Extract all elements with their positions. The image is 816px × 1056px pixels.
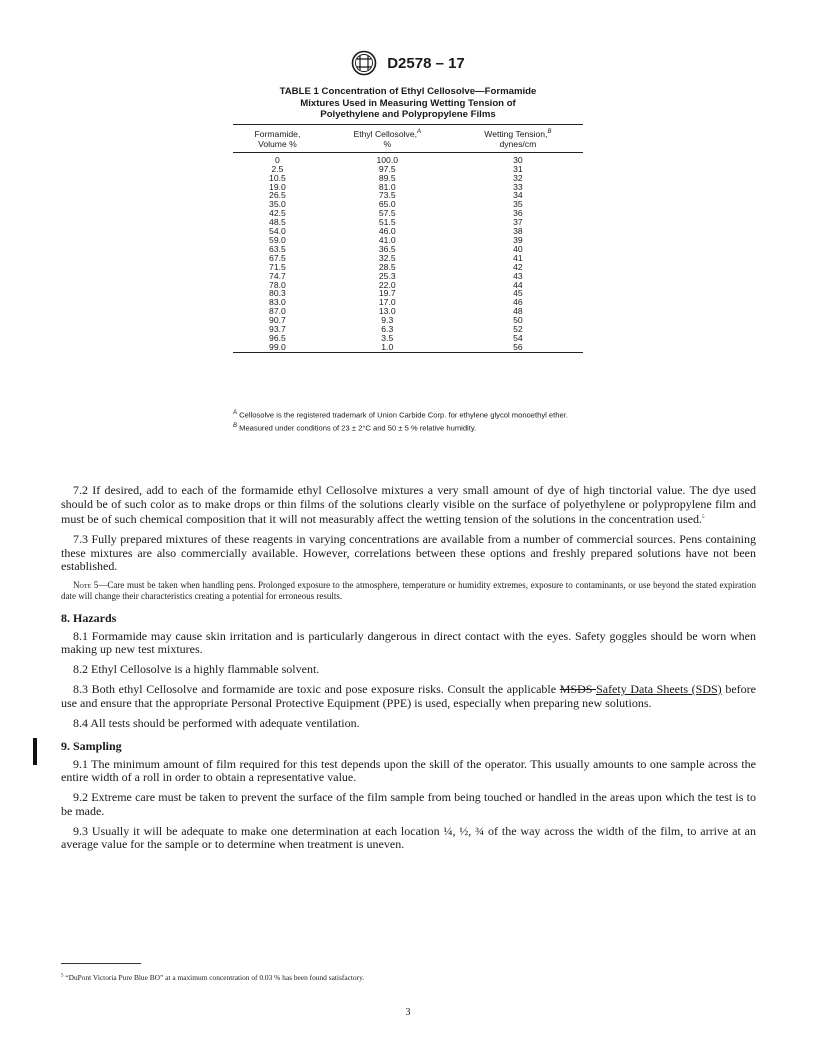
- table-cell: 41: [513, 252, 523, 263]
- table-cell: 97.5: [378, 163, 396, 174]
- paragraph-8-1: 8.1 Formamide may cause skin irritation and is particularly dangerous in direct contact with the eyes. Safety goggles should be worn when making up new test mixtures.: [61, 628, 756, 656]
- table-cell: 80.3: [269, 288, 286, 299]
- table-cell: 19.7: [378, 288, 396, 299]
- table-cell: 19.0: [269, 181, 286, 192]
- caption-line: TABLE 1 Concentration of Ethyl Cellosolve—Formamide: [279, 86, 537, 97]
- caption-line: Mixtures Used in Measuring Wetting Tension of: [300, 97, 516, 109]
- table-cell: 40: [513, 243, 523, 254]
- table-cell: 51.5: [378, 217, 396, 228]
- inserted-text: Safety Data Sheets (SDS): [596, 682, 722, 696]
- table-cell: 73.5: [378, 190, 396, 201]
- header-wetting-tension: Wetting Tension,$^B$ dynes/cm: [484, 128, 552, 150]
- table-cell: 36: [513, 208, 523, 219]
- paragraph-9-1: 9.1 The minimum amount of film required for this test depends upon the skill of the operator. This usually amounts to one sample across the entire width of a roll in order to obtain a representative value.: [61, 756, 756, 784]
- table-row: [233, 152, 583, 164]
- table-cell: 1.0: [381, 341, 394, 352]
- header-formamide: Formamide, Volume %: [254, 128, 301, 150]
- table-cell: 81.0: [378, 181, 396, 192]
- table-caption: [230, 86, 586, 121]
- table-cell: 48: [513, 306, 523, 317]
- table-cell: 54: [513, 332, 523, 343]
- footnote-rule: [61, 963, 141, 964]
- table-cell: 87.0: [269, 306, 286, 317]
- table-cell: 35.0: [269, 199, 286, 210]
- header-ethyl-cellosolve: Ethyl Cellosolve,$^A$ %: [353, 128, 422, 150]
- table-cell: 83.0: [269, 297, 286, 308]
- astm-logo-icon: [351, 50, 377, 76]
- table-note-a: $^A$ Cellosolve is the registered trademark of Union Carbide Corp. for ethylene glycol monoethyl ether.: [233, 410, 568, 420]
- table-cell: 3.5: [381, 332, 394, 343]
- table-cell: 10.5: [269, 172, 286, 183]
- table-cell: 42.5: [269, 208, 286, 219]
- table-cell: 26.5: [269, 190, 286, 201]
- table-cell: 33: [513, 181, 523, 192]
- table-cell: 65.0: [378, 199, 396, 210]
- table-cell: 67.5: [269, 252, 286, 263]
- table-cell: 32.5: [378, 252, 396, 263]
- table-row: [233, 343, 583, 352]
- table-cell: 44: [513, 279, 523, 290]
- table-cell: 48.5: [269, 217, 286, 228]
- table-cell: 31: [513, 163, 523, 174]
- table-cell: 46.0: [378, 226, 396, 237]
- paragraph-7-2: 7.2 If desired, add to each of the formamide ethyl Cellosolve mixtures a very small amount of dye of high tinctorial value. The dye used should be of such color as to make drops or thin films of the solutions clearly visible on the surface of polyethylene or polypropylene film and must be of such chemical composition that it will not measurably affect the wetting tension of the solutions in the concentration used.$^5$: [61, 483, 756, 526]
- table-cell: 43: [513, 270, 523, 281]
- table-cell: 30: [513, 154, 523, 165]
- caption-line: Polyethylene and Polypropylene Films: [320, 109, 496, 120]
- table-cell: 28.5: [378, 261, 396, 272]
- table-cell: 50: [513, 315, 523, 326]
- table-cell: 99.0: [269, 341, 286, 352]
- table-cell: 39: [513, 235, 523, 246]
- table-cell: 63.5: [269, 243, 286, 254]
- table-cell: 37: [513, 217, 523, 228]
- table-notes: [233, 408, 585, 433]
- paragraph-9-2: 9.2 Extreme care must be taken to prevent the surface of the film sample from being touched or handled in the areas upon which the test is to be made.: [61, 790, 756, 818]
- paragraph-9-3: 9.3 Usually it will be adequate to make one determination at each location ¼, ½, ¾ of the way across the width of the film, to arrive at an average value for the sample or to determine when treatment is uneven.: [61, 823, 756, 851]
- table-cell: 38: [513, 226, 523, 237]
- table-cell: 36.5: [378, 243, 396, 254]
- table-cell: 45: [513, 288, 523, 299]
- page-header: [0, 50, 816, 76]
- section-heading-sampling: 9. Sampling: [61, 739, 122, 753]
- table-cell: 2.5: [271, 163, 284, 174]
- paragraph-8-4: 8.4 All tests should be performed with adequate ventilation.: [73, 715, 360, 730]
- table-cell: 22.0: [378, 279, 396, 290]
- table-cell: 71.5: [269, 261, 286, 272]
- table-cell: 42: [513, 261, 523, 272]
- paragraph-7-3: 7.3 Fully prepared mixtures of these reagents in varying concentrations are available from a number of commercial sources. Pens containing these mixtures are also commercially available. However, correlations between these options and freshly prepared solutions have not been established.: [61, 532, 756, 573]
- table-cell: 93.7: [269, 324, 286, 335]
- table-cell: 56: [513, 341, 523, 352]
- deleted-text: MSDS: [559, 682, 597, 696]
- table-cell: 78.0: [269, 279, 286, 290]
- table-note-b: $^B$ Measured under conditions of 23 ± 2°C and 50 ± 5 % relative humidity.: [233, 422, 477, 433]
- table-cell: 59.0: [269, 235, 286, 246]
- page-number: 3: [405, 1007, 411, 1018]
- table-cell: 46: [513, 297, 523, 308]
- table-cell: 6.3: [381, 324, 394, 335]
- table-cell: 34: [513, 190, 523, 201]
- table-cell: 17.0: [378, 297, 396, 308]
- table-cell: 0: [275, 154, 280, 165]
- table-cell: 41.0: [378, 235, 396, 246]
- table-cell: 57.5: [378, 208, 396, 219]
- table-cell: 35: [513, 199, 523, 210]
- section-heading-hazards: 8. Hazards: [61, 611, 117, 625]
- table-cell: 32: [513, 172, 523, 183]
- paragraph-8-3: 8.3 Both ethyl Cellosolve and formamide are toxic and pose exposure risks. Consult the applicable MSDS Safety Data Sheets (SDS) before use and ensure that the appropriate Personal Protective Equipment (PPE) is used, especially when preparing new solutions.: [61, 682, 756, 710]
- note-5: Note 5—Care must be taken when handling pens. Prolonged exposure to the atmosphere, temperature or humidity extremes, exposure to contaminants, or use beyond the stated expiration date will change their characteristics creating a potential for erroneous results.: [61, 580, 756, 601]
- table-cell: 52: [513, 324, 523, 335]
- table-cell: 54.0: [269, 226, 286, 237]
- table-body: [233, 152, 583, 352]
- revision-change-bar: [33, 738, 37, 765]
- document-id: D2578 – 17: [387, 54, 465, 72]
- paragraph-8-2: 8.2 Ethyl Cellosolve is a highly flammable solvent.: [73, 662, 320, 676]
- table-cell: 74.7: [269, 270, 286, 281]
- table-cell: 13.0: [378, 306, 396, 317]
- table-cell: 9.3: [381, 315, 394, 326]
- concentration-table: [233, 124, 583, 353]
- table-cell: 89.5: [378, 172, 396, 183]
- table-cell: 25.3: [378, 270, 396, 281]
- footnote: $^5$ “DuPont Victoria Pure Blue BO” at a maximum concentration of 0.03 % has been found satisfactory.: [61, 973, 365, 982]
- body-text: [61, 484, 756, 858]
- table-header-row: [233, 125, 583, 153]
- table-cell: 100.0: [376, 154, 399, 165]
- table-cell: 90.7: [269, 315, 286, 326]
- table-cell: 96.5: [269, 332, 286, 343]
